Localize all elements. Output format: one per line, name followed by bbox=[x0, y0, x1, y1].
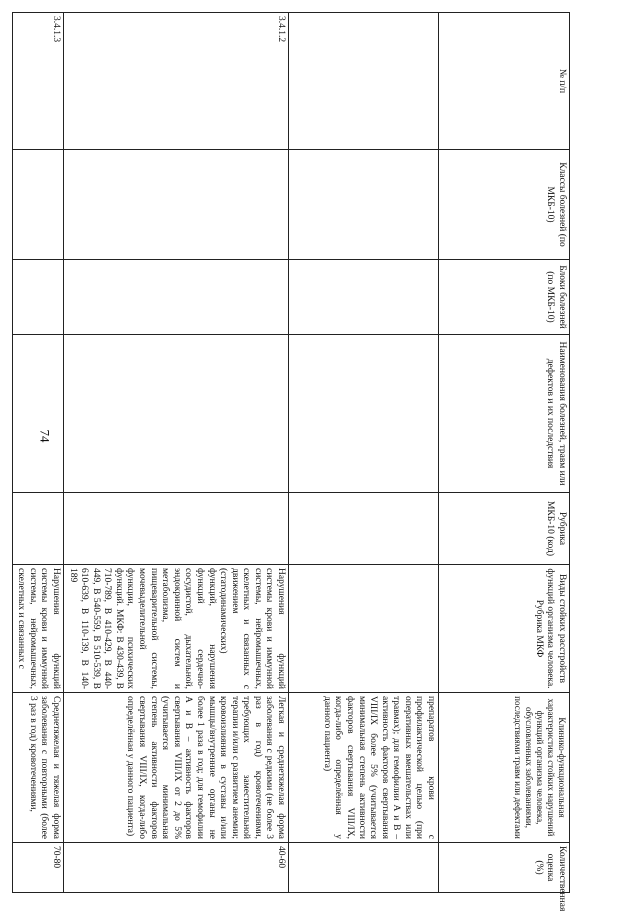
cell-score bbox=[289, 843, 439, 893]
header-block: Блоки болезней (по МКБ-10) bbox=[439, 260, 570, 335]
cell-class bbox=[289, 150, 439, 260]
cell-characteristic: Среднетяжелая и тяжелая форма заболевания с повторными (более 3 раз в год) кровотечениями, bbox=[12, 693, 63, 843]
cell-disorders: Нарушения функций системы крови и иммунной системы, нейромышечных, скелетных и связанных с движением (статодинамических) функций, нарушения функций сердечно-сосудистой, дыхательной, эндокринной систем и метаболизма, пищеварительной системы, мочевыделительной функции, психических функций. МКФ: B 430-439, B 710-789, B 410-429, B 440-449, B 540-559, B 510-539, B 610-639, B 110-139, B 140-189 bbox=[64, 565, 289, 693]
table-row bbox=[289, 13, 439, 893]
cell-class bbox=[64, 150, 289, 260]
cell-score: 70-80 bbox=[12, 843, 63, 893]
header-class: Классы болезней (по МКБ-10) bbox=[439, 150, 570, 260]
cell-class bbox=[12, 150, 63, 260]
header-row bbox=[439, 13, 570, 893]
cell-disorders bbox=[289, 565, 439, 693]
cell-characteristic: Легкая и среднетяжелая форма заболевания с редкими (не более 3 раз в год) кровотечениями, требующих заместительной терапии и/или с развитием анемии; кровоизлияния в суставы и/или мышцы/внутренние органы не более 1 раза в год; для гемофилии А и В – активность факторов свертывания VIII/IX от 2 до 5% (учитывается минимальная степень активности факторов свертывания VIII/IX, когда-либо определённая у данного пациента) bbox=[64, 693, 289, 843]
cell-code bbox=[12, 493, 63, 565]
cell-name bbox=[12, 335, 63, 493]
cell-block bbox=[289, 260, 439, 335]
cell-block bbox=[64, 260, 289, 335]
cell-characteristic: препаратов крови с профилактической целью (при оперативных вмешательствах или травмах); для гемофилии А и В – активность факторов свертывания VIII/IX более 5% (учитывается минимальная степень активности факторов свертывания VIII/IX, когда-либо определённая у данного пациента) bbox=[289, 693, 439, 843]
disability-criteria-table bbox=[12, 12, 570, 911]
cell-block bbox=[12, 260, 63, 335]
table-row bbox=[12, 13, 63, 893]
cell-num: 3.4.1.2 bbox=[64, 13, 289, 150]
header-icd-code: Рубрика МКБ-10 (код) bbox=[439, 493, 570, 565]
table-row bbox=[64, 13, 289, 893]
cell-score: 40-60 bbox=[64, 843, 289, 893]
cell-code bbox=[64, 493, 289, 565]
header-name: Наименования болезней, травм или дефектов и их последствия bbox=[439, 335, 570, 493]
header-characteristic: Клинико-функциональная характеристика стойких нарушений функций организма человека, обусловленных заболеваниями, последствиями травм или дефектами bbox=[439, 693, 570, 843]
cell-num: 3.4.1.3 bbox=[12, 13, 63, 150]
header-score: Количественная оценка (%) bbox=[439, 843, 570, 893]
cell-num bbox=[289, 13, 439, 150]
cell-disorders: Нарушения функций системы крови и иммунной системы, нейромышечных, скелетных и связанных с bbox=[12, 565, 63, 693]
header-disorder-types: Виды стойких расстройств функций организма человека. Рубрика МКФ bbox=[439, 565, 570, 693]
cell-code bbox=[289, 493, 439, 565]
cell-name bbox=[289, 335, 439, 493]
page-number: 74 bbox=[37, 429, 53, 443]
cell-name bbox=[64, 335, 289, 493]
header-num: № п/п bbox=[439, 13, 570, 150]
